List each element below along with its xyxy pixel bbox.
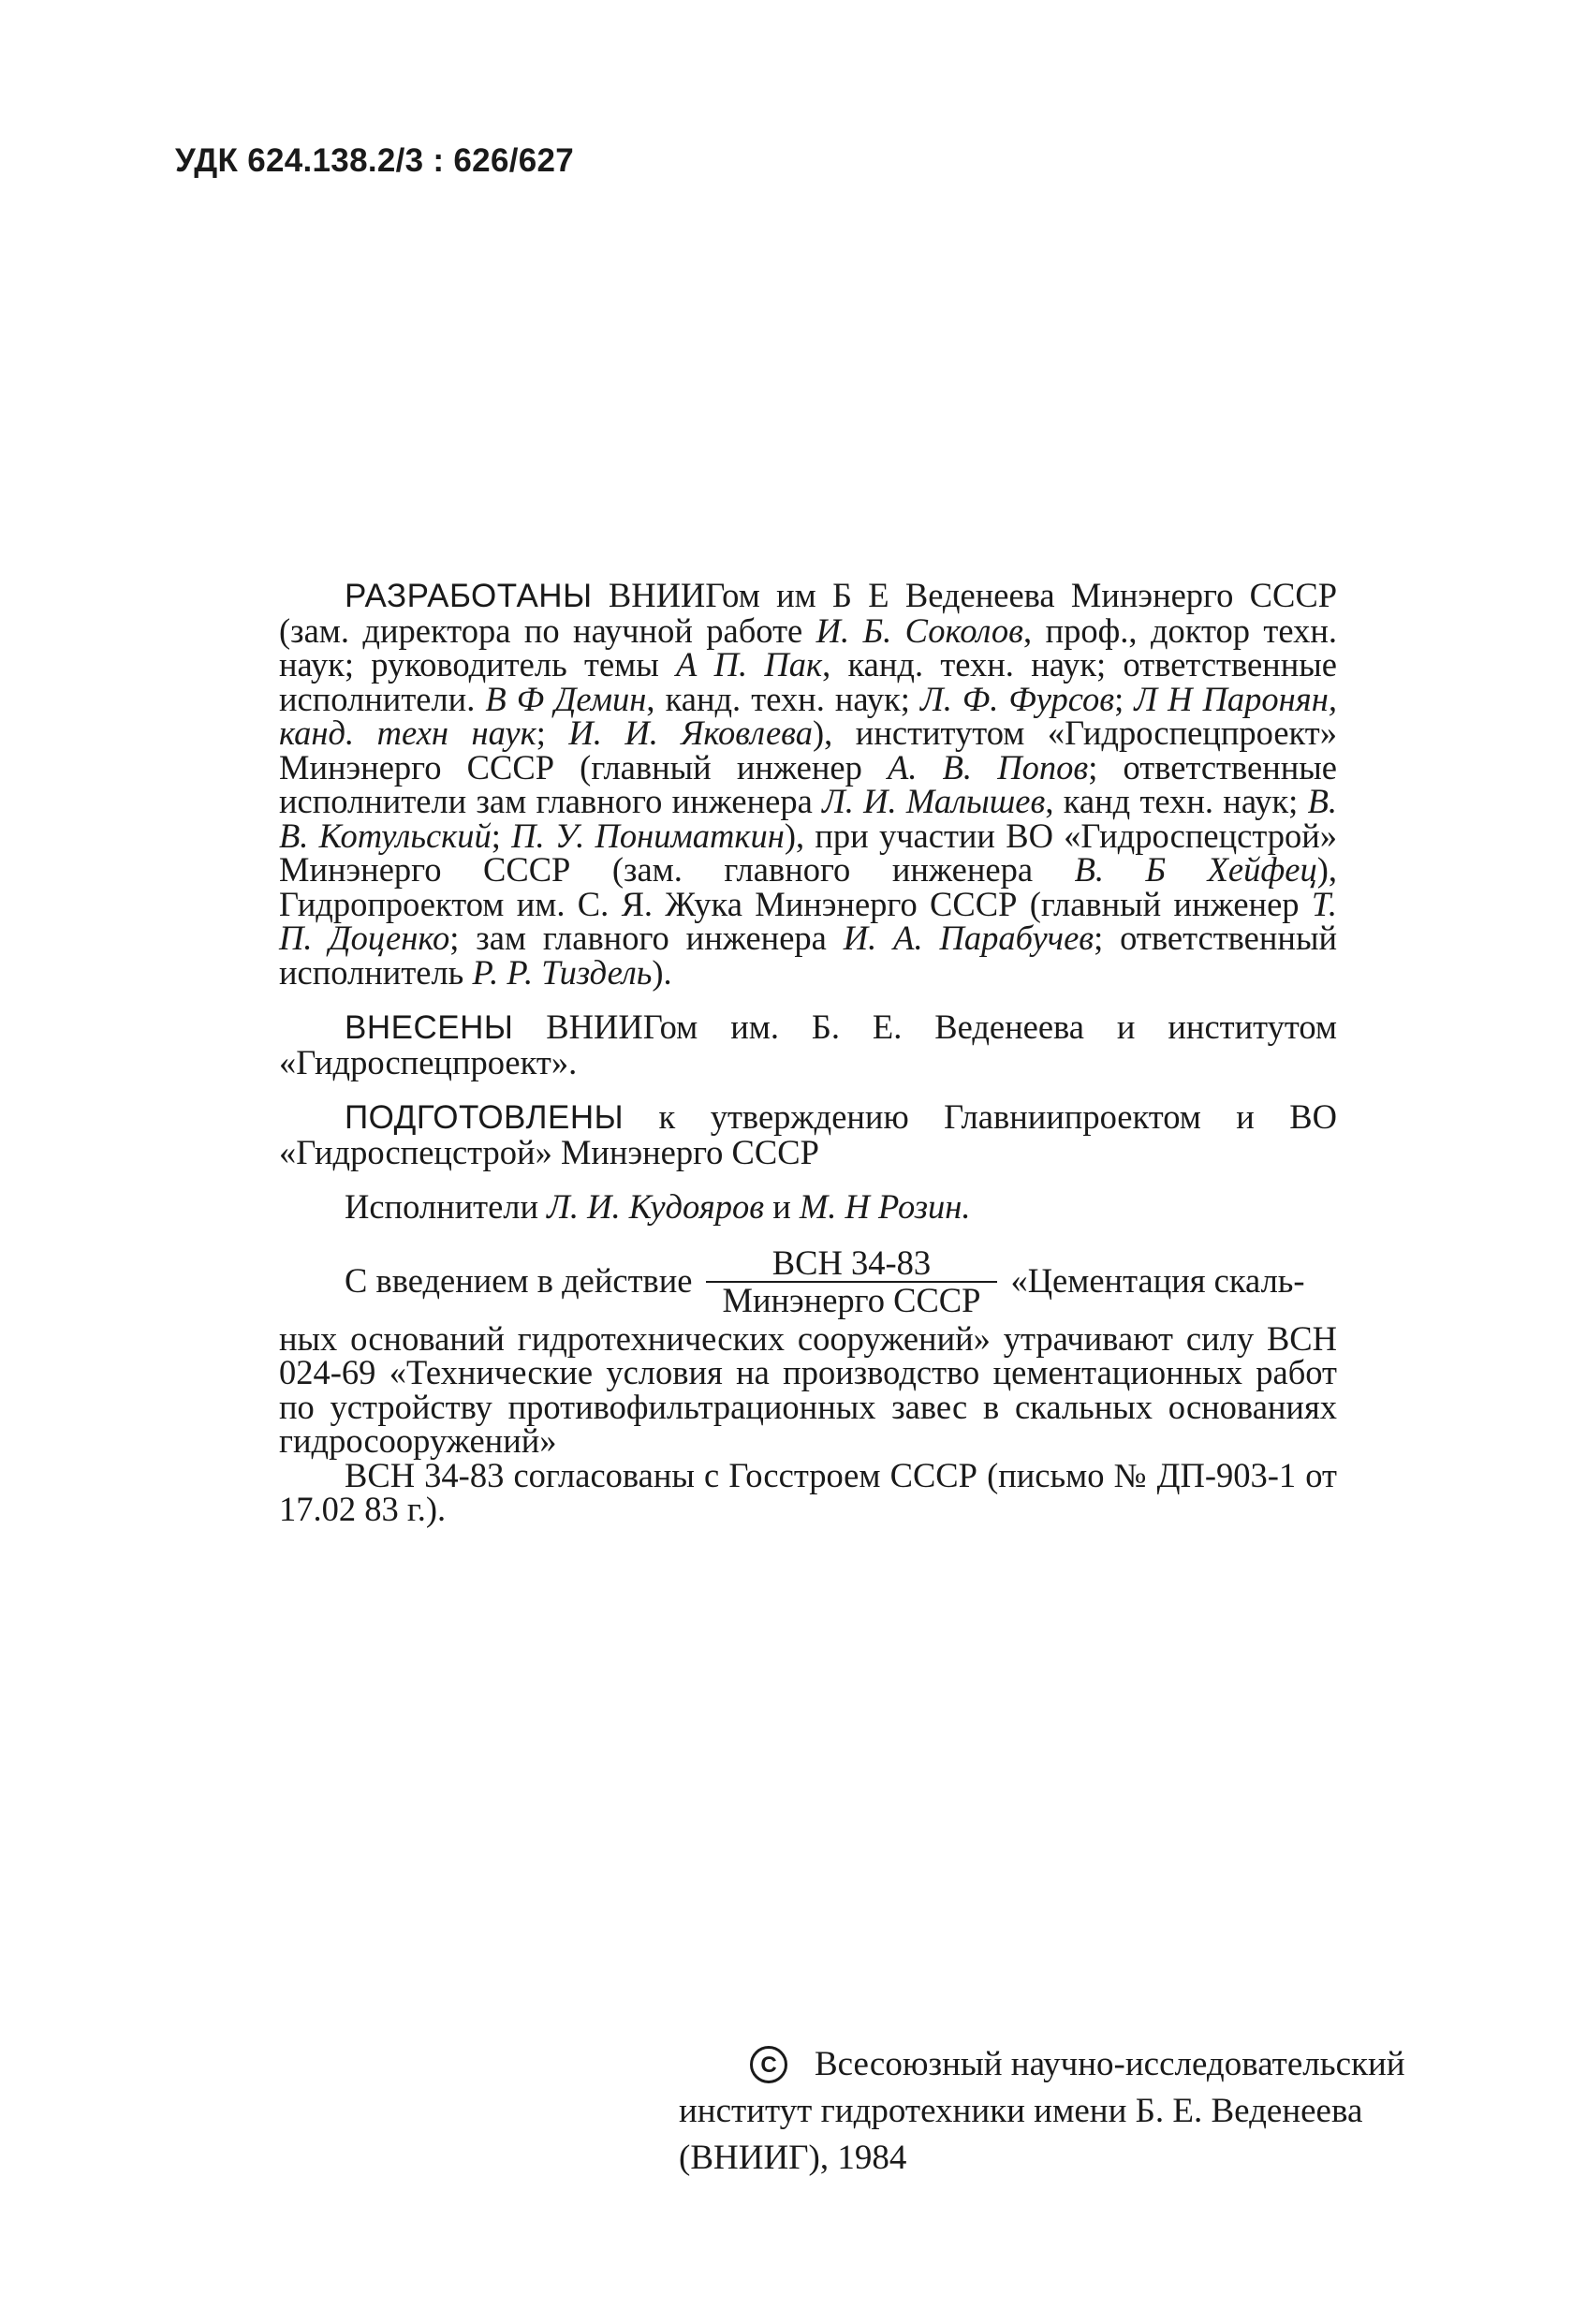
text-span: ; ответственные исполнители зам главного инженера — [279, 747, 1338, 820]
enactment-line — [279, 1245, 1337, 1318]
text-span: и — [764, 1187, 800, 1226]
person-name: В Ф Демин — [485, 679, 647, 718]
person-name: Л Н Паронян, канд. техн наук — [279, 679, 1337, 752]
executors-label: Исполнители — [345, 1187, 548, 1226]
person-name: А. В. Попов — [888, 747, 1089, 787]
text-span: , канд техн. наук; — [1045, 782, 1308, 820]
person-name: В. Б Хейфец — [1074, 850, 1317, 889]
copyright-line-2: институт гидротехники имени Б. Е. Веденеева — [679, 2092, 1363, 2130]
agreement-paragraph: ВСН 34-83 согласованы с Госстроем СССР (письмо № ДП-903-1 от 17.02 83 г.). — [279, 1455, 1337, 1528]
text-span: ), Гидропроектом им. С. Я. Жука Минэнерго СССР (главный инженер — [279, 850, 1337, 923]
person-name: Т. П. Доценко — [279, 884, 1337, 957]
person-name: Л. И. Кудояров — [547, 1187, 765, 1226]
udk-code: УДК 624.138.2/3 : 626/627 — [175, 142, 575, 179]
copyright-line-1 — [679, 2041, 1428, 2088]
prepared-heading: ПОДГОТОВЛЕНЫ — [345, 1099, 624, 1136]
text-span: , канд. техн. наук; ответственные исполнители. — [279, 645, 1337, 718]
person-name: И. А. Парабучев — [843, 919, 1095, 957]
person-name: А П. Пак — [676, 645, 823, 684]
text-span: к утверждению Главниипроектом и ВО «Гидроспецстрой» Минэнерго СССР — [279, 1097, 1337, 1171]
prepared-paragraph — [279, 1097, 1337, 1171]
text-span: , проф., доктор техн. наук; руководитель темы — [279, 610, 1337, 684]
introduced-paragraph — [279, 1010, 1337, 1080]
text-span: ), институтом «Гидроспецпроект» Минэнерго СССР (главный инженер — [279, 713, 1337, 787]
person-name: Л. Ф. Фурсов — [919, 679, 1115, 718]
fraction-numerator: ВСН 34-83 — [771, 1243, 932, 1282]
developers-paragraph — [279, 576, 1338, 992]
person-name: П. У. Пониматкин — [511, 816, 785, 855]
developed-heading: РАЗРАБОТАНЫ — [345, 578, 593, 614]
person-name: И. И. Яковлева — [568, 713, 813, 752]
copyright-line-3: (ВНИИГ), 1984 — [679, 2139, 907, 2177]
text-span: ). — [652, 952, 672, 992]
person-name: В. В. Котульский — [279, 782, 1338, 855]
person-name: Л. И. Малышев — [822, 782, 1046, 820]
text-span: ; — [1114, 679, 1135, 718]
standard-fraction — [706, 1245, 998, 1318]
text-span: , канд. техн. наук; — [646, 679, 920, 718]
text-span: «Цементация скаль- — [1010, 1261, 1305, 1301]
svg-text:C: C — [760, 2052, 777, 2078]
text-span: ВНИИГом им Б Е Веденеева Минэнерго СССР (зам. директора по научной работе — [279, 576, 1337, 650]
text-span: ; зам главного инженера — [449, 919, 844, 957]
copyright-block — [679, 2041, 1428, 2182]
text-span: ; ответственный исполнитель — [279, 919, 1337, 992]
text-span: ), при участии ВО «Гидроспецстрой» Минэнерго СССР (зам. главного инженера — [279, 816, 1337, 889]
introduced-heading: ВНЕСЕНЫ — [345, 1009, 514, 1046]
text-span: ; — [491, 816, 512, 855]
main-text-block — [279, 576, 1338, 1528]
text-span: Всесоюзный научно-исследовательский — [815, 2045, 1405, 2083]
person-name: И. Б. Соколов — [815, 610, 1024, 650]
executors-paragraph — [279, 1187, 1337, 1226]
text-span: ВНИИГом им. Б. Е. Веденеева и институтом «Гидроспецпроект». — [279, 1008, 1337, 1081]
fraction-denominator: Минэнерго СССР — [706, 1281, 998, 1318]
person-name: М. Н Розин. — [799, 1187, 971, 1226]
text-span: ; — [536, 713, 569, 752]
text-span: С введением в действие — [345, 1261, 693, 1301]
enactment-paragraph: ных оснований гидротехнических сооружений» утрачивают силу ВСН 024-69 «Технические условия на производство цементационных работ по устройству противофильтрационных завес в скальных основаниях гидросооружений» — [279, 1318, 1337, 1460]
person-name: Р. Р. Тиздель — [472, 952, 653, 992]
